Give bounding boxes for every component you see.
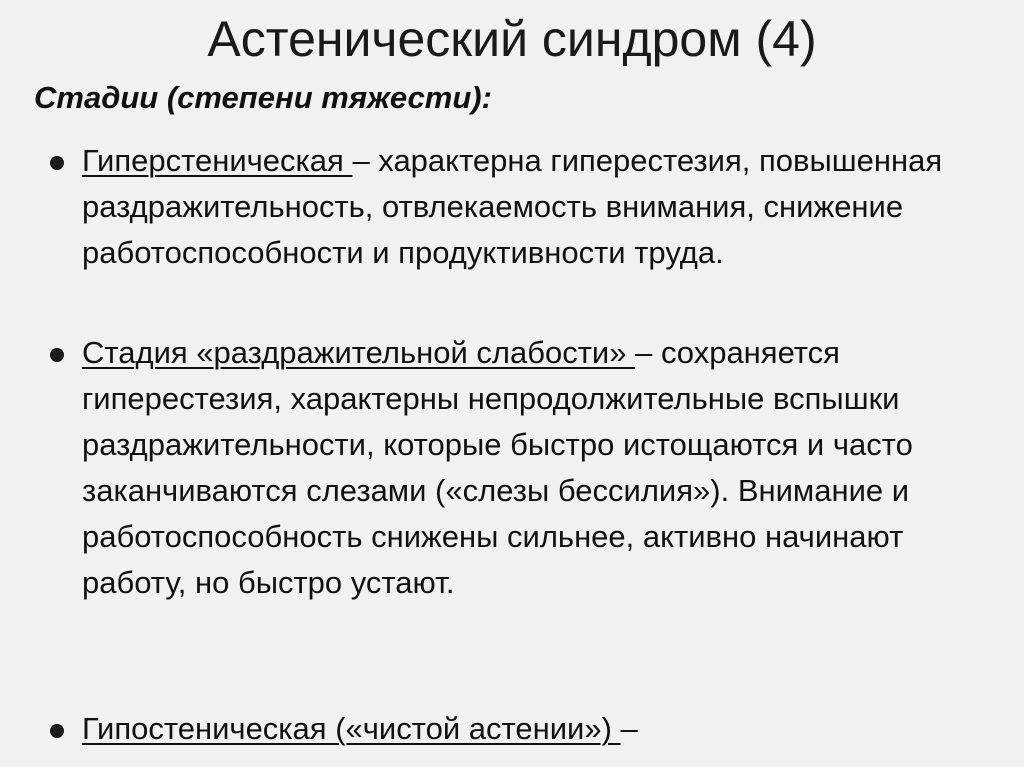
- list-item: [82, 706, 982, 752]
- item-text: –: [620, 711, 638, 746]
- slide-title: Астенический синдром (4): [207, 11, 817, 67]
- item-term: Гипостеническая («чистой астении»): [82, 711, 621, 746]
- bullet-icon: [50, 348, 64, 362]
- item-term: Стадия «раздражительной слабости»: [82, 335, 636, 370]
- bullet-icon: [50, 724, 64, 738]
- bullet-icon: [50, 156, 64, 170]
- list-item: [82, 138, 982, 276]
- list-item: [82, 330, 982, 606]
- slide-subtitle: Стадии (степени тяжести):: [34, 80, 492, 115]
- item-text: – характерна гиперестезия, повышенная раздражительность, отвлекаемость внимания, снижение работоспособности и продуктивности труда.: [82, 143, 943, 270]
- item-term: Гиперстеническая: [82, 143, 353, 178]
- item-text: – сохраняется гиперестезия, характерны непродолжительные вспышки раздражительности, которые быстро истощаются и часто заканчиваются слезами («слезы бессилия»). Внимание и работоспособность снижены сильнее, активно начинают работу, но быстро устают.: [82, 335, 913, 600]
